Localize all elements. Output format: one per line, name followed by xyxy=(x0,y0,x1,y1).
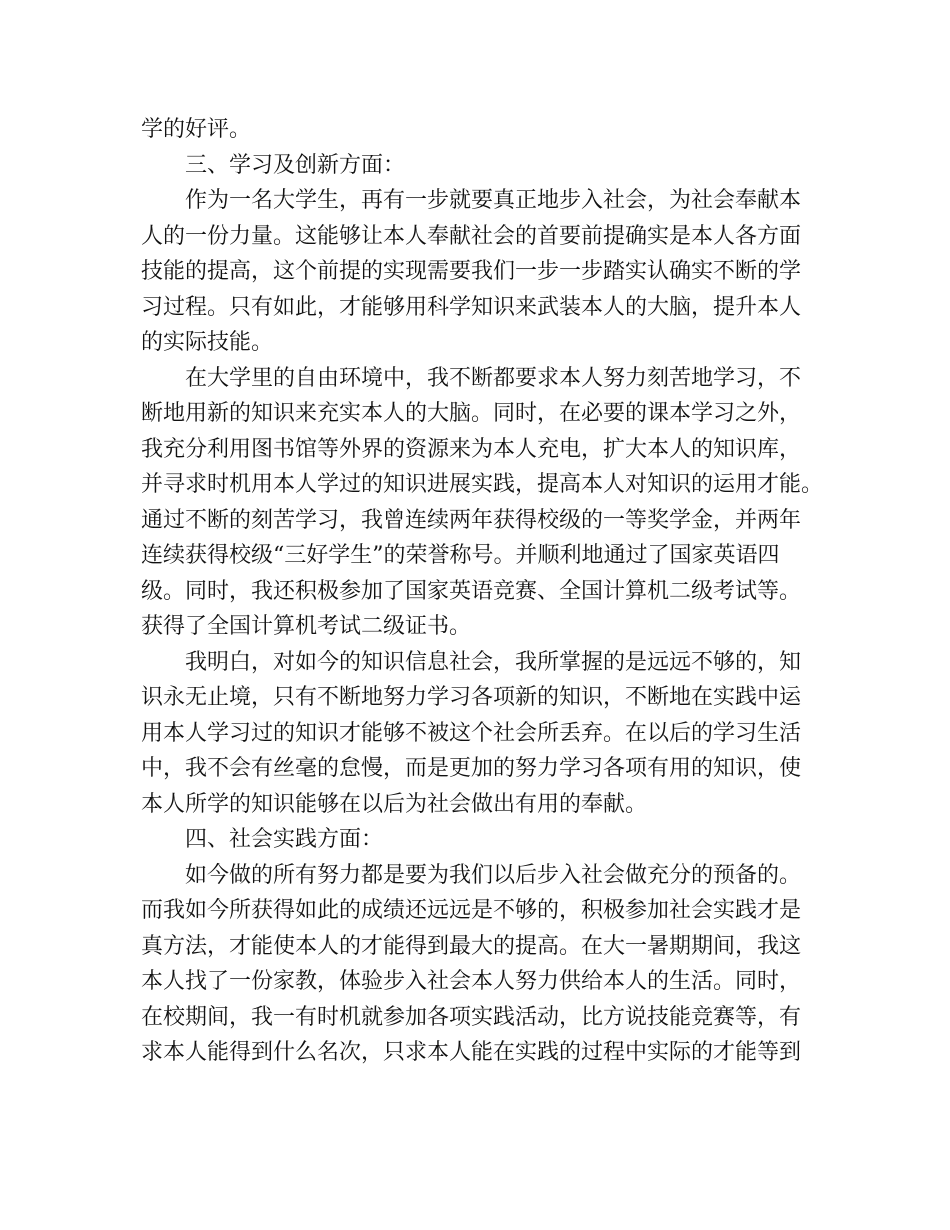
text-line: 获得了全国计算机考试二级证书。 xyxy=(141,614,472,639)
paragraph-first-line: 如今做的所有努力都是要为我们以后步入社会做充分的预备的。 xyxy=(185,862,802,888)
text-line: 本人找了一份家教，体验步入社会本人努力供给本人的生活。同时， xyxy=(141,969,802,994)
section-heading: 四、社会实践方面： xyxy=(185,827,384,852)
text-line: 用本人学习过的知识才能够不被这个社会所丢弃。在以后的学习生活 xyxy=(141,720,802,746)
text-line: 我充分利用图书馆等外界的资源来为本人充电，扩大本人的知识库， xyxy=(141,436,802,462)
document-body xyxy=(141,112,831,1071)
text-line: 中，我不会有丝毫的怠慢，而是更加的努力学习各项有用的知识，使 xyxy=(141,756,802,781)
text-line: 连续获得校级“三好学生”的荣誉称号。并顺利地通过了国家英语四 xyxy=(141,543,780,568)
text-line: 而我如今所获得如此的成绩还远远是不够的，积极参加社会实践才是 xyxy=(141,898,802,923)
text-line: 真方法，才能使本人的才能得到最大的提高。在大一暑期期间，我这 xyxy=(141,933,802,959)
paragraph-first-line: 我明白，对如今的知识信息社会，我所掌握的是远远不够的，知 xyxy=(185,649,802,675)
text-line: 学的好评。 xyxy=(141,117,252,142)
text-line: 人的一份力量。这能够让本人奉献社会的首要前提确实是本人各方面 xyxy=(141,223,802,249)
text-line: 本人所学的知识能够在以后为社会做出有用的奉献。 xyxy=(141,791,648,817)
section-heading: 三、学习及创新方面： xyxy=(185,152,406,178)
text-line: 识永无止境，只有不断地努力学习各项新的知识，不断地在实践中运 xyxy=(141,685,802,710)
text-line: 习过程。只有如此，才能够用科学知识来武装本人的大脑，提升本人 xyxy=(141,294,802,320)
text-line: 并寻求时机用本人学过的知识进展实践，提高本人对知识的运用才能。 xyxy=(141,472,824,497)
text-line: 技能的提高，这个前提的实现需要我们一步一步踏实认确实不断的学 xyxy=(141,259,802,284)
text-line: 在校期间，我一有时机就参加各项实践活动，比方说技能竞赛等，有 xyxy=(141,1004,802,1030)
paragraph-first-line: 在大学里的自由环境中，我不断都要求本人努力刻苦地学习，不 xyxy=(185,365,802,391)
text-line: 的实际技能。 xyxy=(141,330,274,355)
text-line: 求本人能得到什么名次，只求本人能在实践的过程中实际的才能等到 xyxy=(141,1040,802,1065)
text-line: 级。同时，我还积极参加了国家英语竞赛、全国计算机二级考试等。 xyxy=(141,578,802,604)
text-line: 通过不断的刻苦学习，我曾连续两年获得校级的一等奖学金，并两年 xyxy=(141,507,802,533)
paragraph-first-line: 作为一名大学生，再有一步就要真正地步入社会，为社会奉献本 xyxy=(185,188,802,213)
text-line: 断地用新的知识来充实本人的大脑。同时，在必要的课本学习之外， xyxy=(141,401,802,426)
